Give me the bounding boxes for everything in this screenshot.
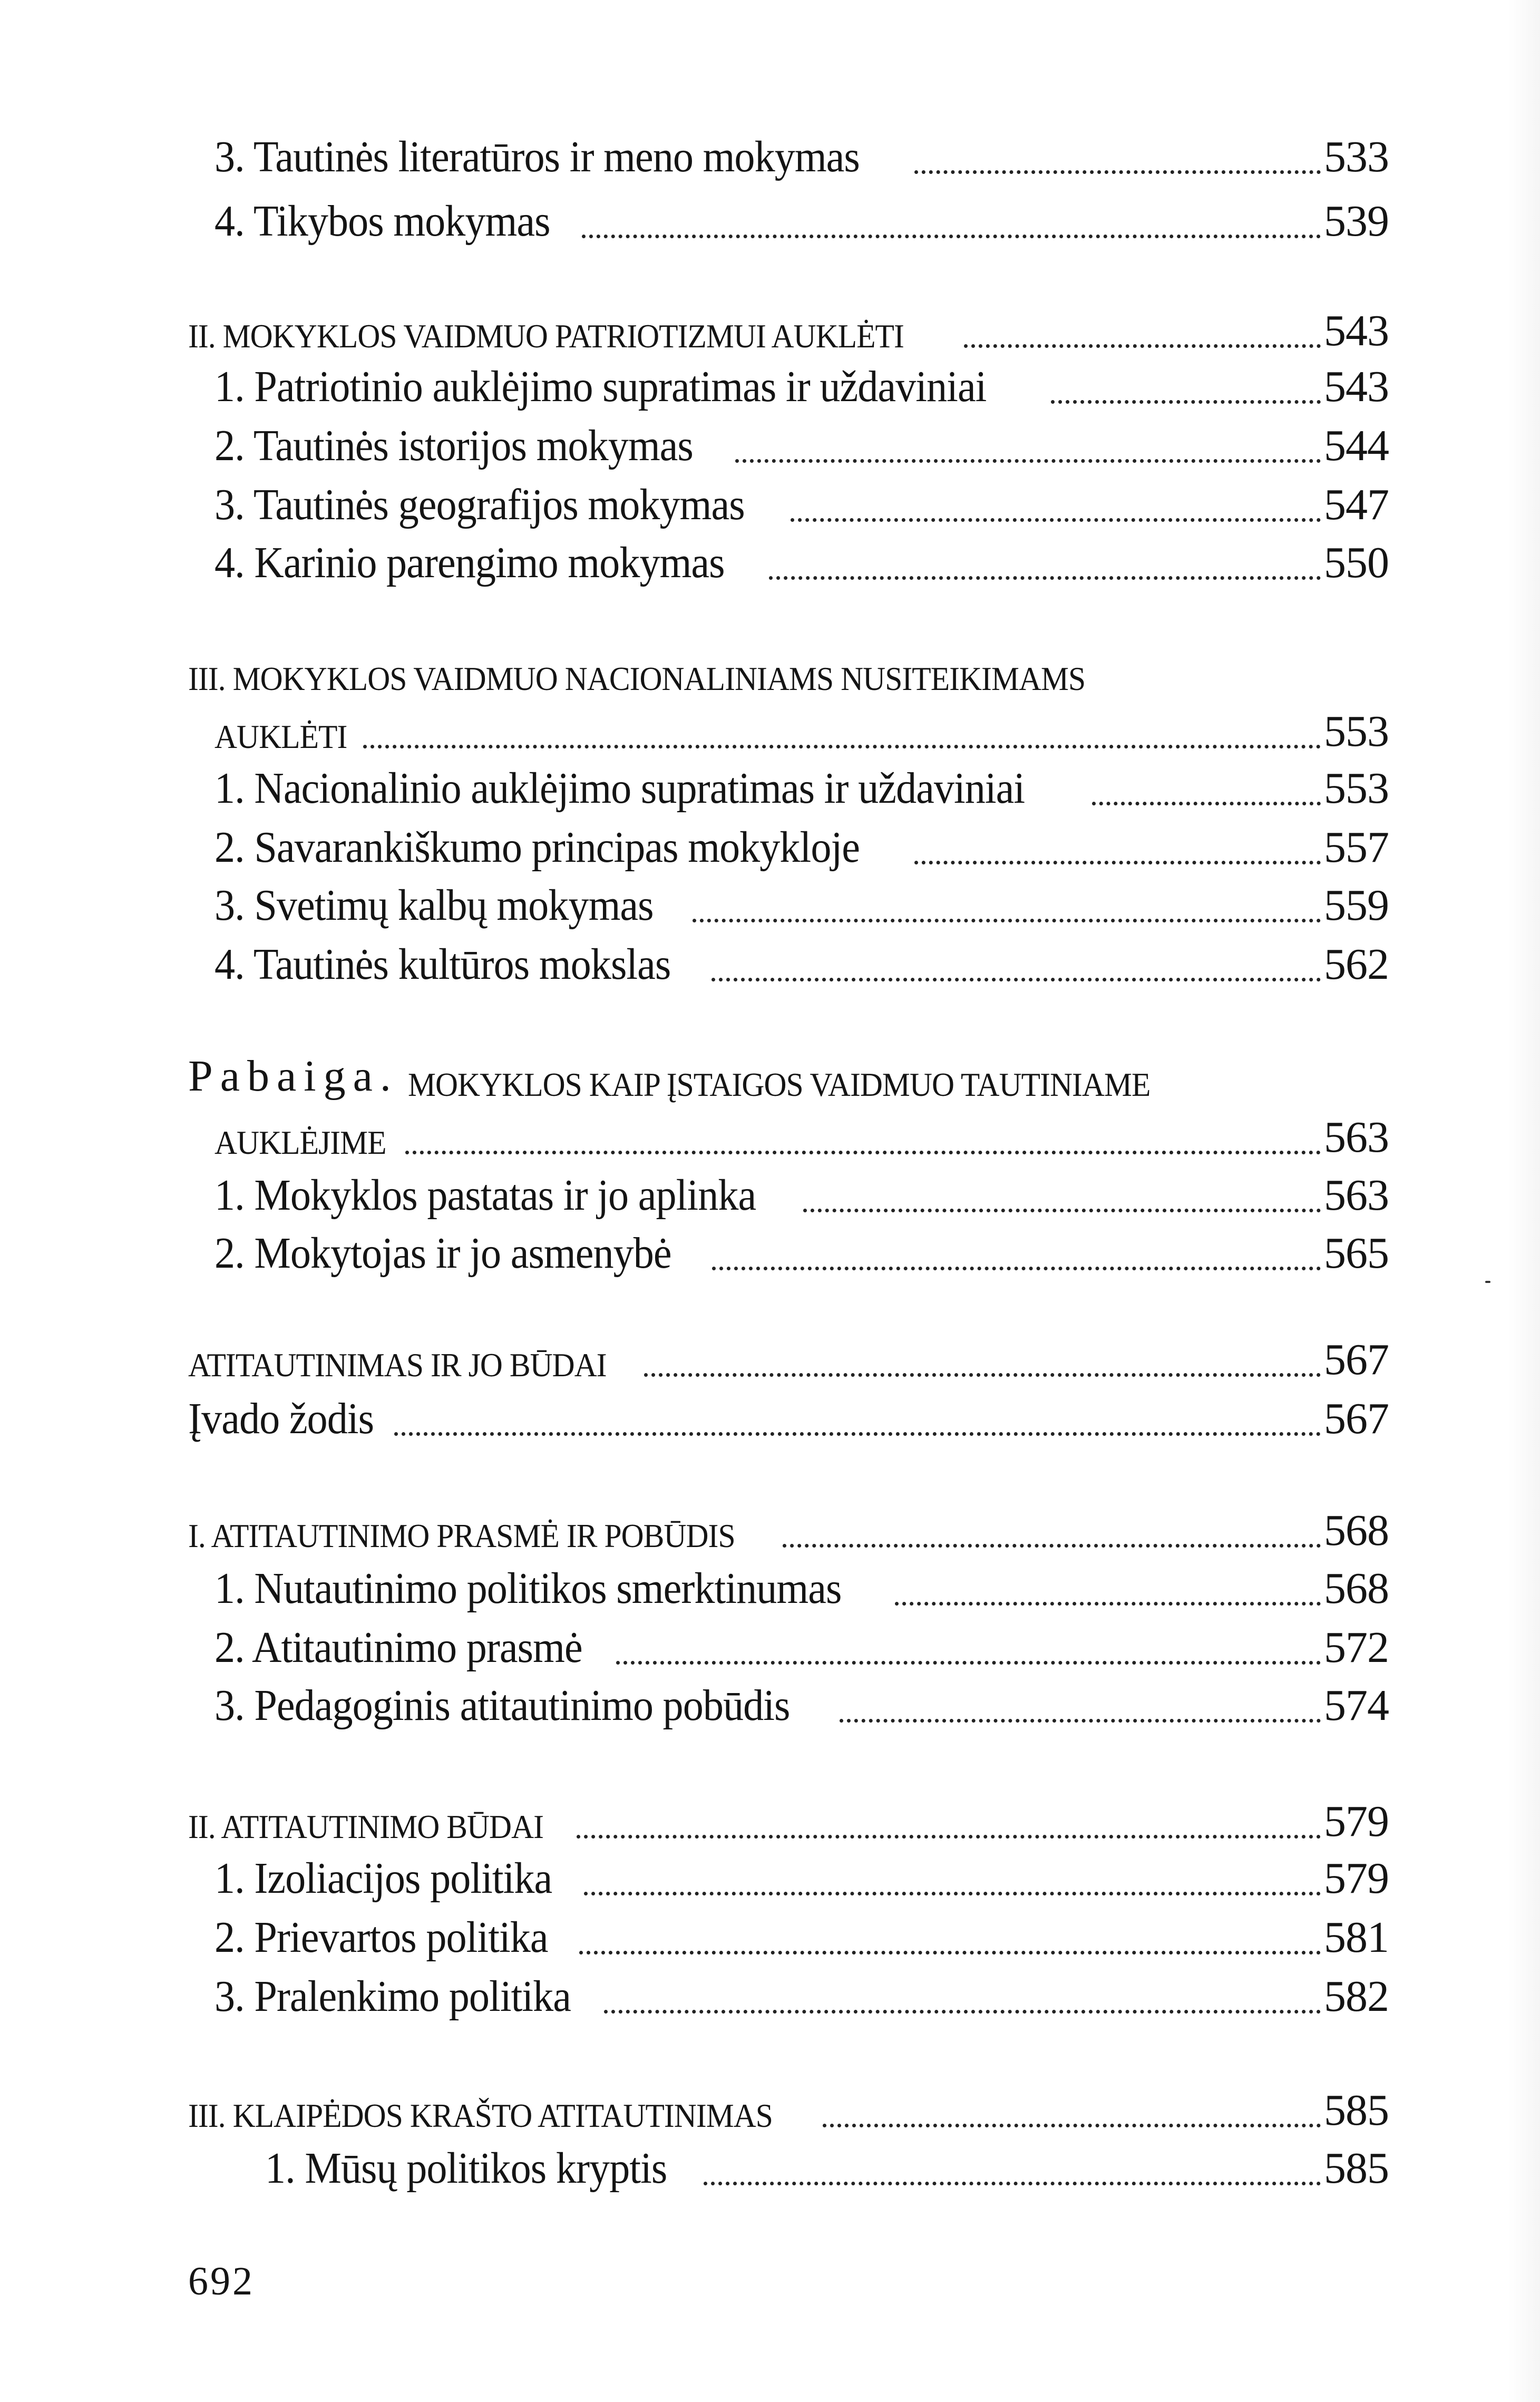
page-edge-shadow: [1508, 0, 1540, 2402]
toc-entry-title: 3. Pedagoginis atitautinimo pobūdis: [215, 1681, 790, 1730]
dot-leader: [769, 576, 1321, 580]
toc-section-heading-continued: [215, 696, 1389, 754]
toc-entry-title: AUKLĖJIME: [215, 1124, 386, 1161]
dot-leader: [711, 978, 1321, 981]
dot-leader: [693, 919, 1321, 922]
toc-entry-title: 3. Tautinės geografijos mokymas: [215, 480, 745, 529]
toc-entry-title: 2. Tautinės istorijos mokymas: [215, 421, 693, 470]
toc-entry-title: 2. Mokytojas ir jo asmenybė: [215, 1229, 671, 1278]
dot-leader: [712, 1267, 1321, 1270]
toc-entry-page: 547: [1324, 480, 1389, 529]
toc-entry-title: II. ATITAUTINIMO BŪDAI: [188, 1808, 544, 1845]
toc-entry-page: 563: [1324, 1171, 1389, 1220]
dot-leader: [914, 170, 1321, 174]
toc-entry-title: MOKYKLOS KAIP ĮSTAIGOS VAIDMUO TAUTINIAME: [407, 1066, 1151, 1103]
dot-leader: [1092, 802, 1321, 805]
toc-entry: [215, 1961, 1389, 2019]
toc-entry-page: 550: [1324, 538, 1389, 587]
toc-entry-title: Įvado žodis: [188, 1394, 374, 1443]
toc-entry-title: III. MOKYKLOS VAIDMUO NACIONALINIAMS NUSITEIKIMAMS: [188, 660, 1086, 697]
toc-entry-page: 581: [1324, 1913, 1389, 1962]
toc-entry-title: 4. Karinio parengimo mokymas: [215, 538, 725, 587]
toc-entry-title: 1. Mūsų politikos kryptis: [265, 2144, 667, 2193]
toc-entry-title: 3. Tautinės literatūros ir meno mokymas: [215, 132, 860, 181]
dot-leader: [791, 518, 1321, 522]
toc-entry-title: 1. Izoliacijos politika: [215, 1854, 552, 1903]
toc-entry-page: 582: [1324, 1972, 1389, 2021]
toc-entry: [215, 1612, 1389, 1670]
toc-entry: [215, 753, 1389, 811]
dot-leader: [823, 2124, 1321, 2127]
toc-entry-title: 1. Nacionalinio auklėjimo supratimas ir uždaviniai: [215, 764, 1025, 813]
toc-entry: [215, 812, 1389, 870]
toc-entry: [215, 186, 1389, 244]
toc-entry-title: 1. Mokyklos pastatas ir jo aplinka: [215, 1171, 756, 1220]
toc-entry-page: 562: [1324, 940, 1389, 989]
toc-entry-page: 553: [1324, 707, 1389, 756]
dot-leader: [735, 459, 1321, 463]
toc-entry: [215, 469, 1389, 527]
dot-leader: [582, 235, 1321, 238]
toc-entry: [215, 1218, 1389, 1276]
toc-entry-page: 567: [1324, 1394, 1389, 1443]
dot-leader: [644, 1373, 1321, 1377]
toc-entry: [188, 1383, 1389, 1441]
toc-entry-page: 579: [1324, 1797, 1389, 1846]
toc-entry-page: 579: [1324, 1854, 1389, 1903]
toc-entry-page: 533: [1324, 132, 1389, 181]
toc-entry: [215, 1843, 1389, 1901]
toc-entry-page: 565: [1324, 1229, 1389, 1278]
toc-entry-page: 585: [1324, 2144, 1389, 2193]
toc-entry-title: 4. Tautinės kultūros mokslas: [215, 940, 671, 989]
toc-section-heading-continued: [215, 1102, 1389, 1160]
toc-entry-page: 568: [1324, 1564, 1389, 1613]
toc-entry: [215, 527, 1389, 585]
toc-section-heading: [188, 1044, 1389, 1102]
toc-entry-title: 1. Nutautinimo politikos smerktinumas: [215, 1564, 842, 1613]
toc-entry: [215, 351, 1389, 409]
dot-leader: [914, 861, 1321, 864]
toc-entry-title: 2. Prievartos politika: [215, 1913, 548, 1962]
toc-entry: [215, 410, 1389, 468]
dot-leader: [604, 2010, 1321, 2014]
toc-entry: [265, 2133, 1389, 2191]
toc-section-heading: [188, 2075, 1389, 2133]
dot-leader: [895, 1602, 1321, 1606]
toc-entry-title: 2. Savarankiškumo principas mokykloje: [215, 823, 860, 872]
toc-entry-title: III. KLAIPĖDOS KRAŠTO ATITAUTINIMAS: [188, 2097, 773, 2134]
dot-leader: [783, 1544, 1321, 1548]
toc-entry-page: 557: [1324, 823, 1389, 872]
toc-entry-title: 3. Svetimų kalbų mokymas: [215, 881, 654, 930]
toc-entry-page: 539: [1324, 197, 1389, 246]
dot-leader: [616, 1661, 1321, 1665]
toc-entry-prefix: Pabaiga.: [188, 1052, 398, 1101]
dot-leader: [394, 1432, 1321, 1436]
dot-leader: [1051, 400, 1321, 404]
dot-leader: [803, 1209, 1321, 1212]
dot-leader: [363, 745, 1321, 748]
toc-entry-page: 559: [1324, 881, 1389, 930]
toc-entry-title: 1. Patriotinio auklėjimo supratimas ir uždaviniai: [215, 362, 987, 411]
toc-entry-title: ATITAUTINIMAS IR JO BŪDAI: [188, 1346, 607, 1384]
toc-entry-title: I. ATITAUTINIMO PRASMĖ IR POBŪDIS: [188, 1517, 735, 1554]
toc-section-heading: [188, 1495, 1389, 1553]
toc-entry-page: 568: [1324, 1506, 1389, 1555]
toc-entry-page: 563: [1324, 1113, 1389, 1162]
toc-entry-title: 3. Pralenkimo politika: [215, 1972, 571, 2021]
toc-entry-title: AUKLĖTI: [215, 718, 347, 755]
dot-leader: [577, 1835, 1321, 1839]
dot-leader: [840, 1719, 1321, 1723]
toc-entry: [215, 1553, 1389, 1611]
toc-entry: [215, 1902, 1389, 1960]
toc-entry-title: II. MOKYKLOS VAIDMUO PATRIOTIZMUI AUKLĖTI: [188, 317, 904, 355]
toc-entry-page: 574: [1324, 1681, 1389, 1730]
dot-leader: [584, 1892, 1321, 1895]
toc-entry-page: 567: [1324, 1335, 1389, 1384]
toc-entry: [215, 870, 1389, 928]
toc-section-heading: [188, 638, 1389, 696]
toc-entry: [215, 1670, 1389, 1728]
toc-entry: [215, 1160, 1389, 1218]
toc-entry-title: 4. Tikybos mokymas: [215, 197, 550, 246]
toc-part-heading: [188, 1324, 1389, 1382]
toc-entry-page: 585: [1324, 2086, 1389, 2135]
toc-entry-page: 553: [1324, 764, 1389, 813]
page-number: 692: [188, 2259, 255, 2303]
toc-entry-page: 544: [1324, 421, 1389, 470]
toc-entry: [215, 929, 1389, 987]
toc-entry-page: 543: [1324, 306, 1389, 355]
toc-entry: [215, 121, 1389, 179]
toc-entry-title: 2. Atitautinimo prasmė: [215, 1623, 582, 1672]
toc-section-heading: [188, 1786, 1389, 1844]
dot-leader: [579, 1951, 1321, 1954]
toc-section-heading: [188, 295, 1389, 353]
dot-leader: [405, 1151, 1321, 1154]
dot-leader: [964, 344, 1321, 348]
dot-leader: [704, 2182, 1321, 2185]
toc-entry-page: 543: [1324, 362, 1389, 411]
scan-speck: [1485, 1281, 1490, 1283]
toc-entry-page: 572: [1324, 1623, 1389, 1672]
